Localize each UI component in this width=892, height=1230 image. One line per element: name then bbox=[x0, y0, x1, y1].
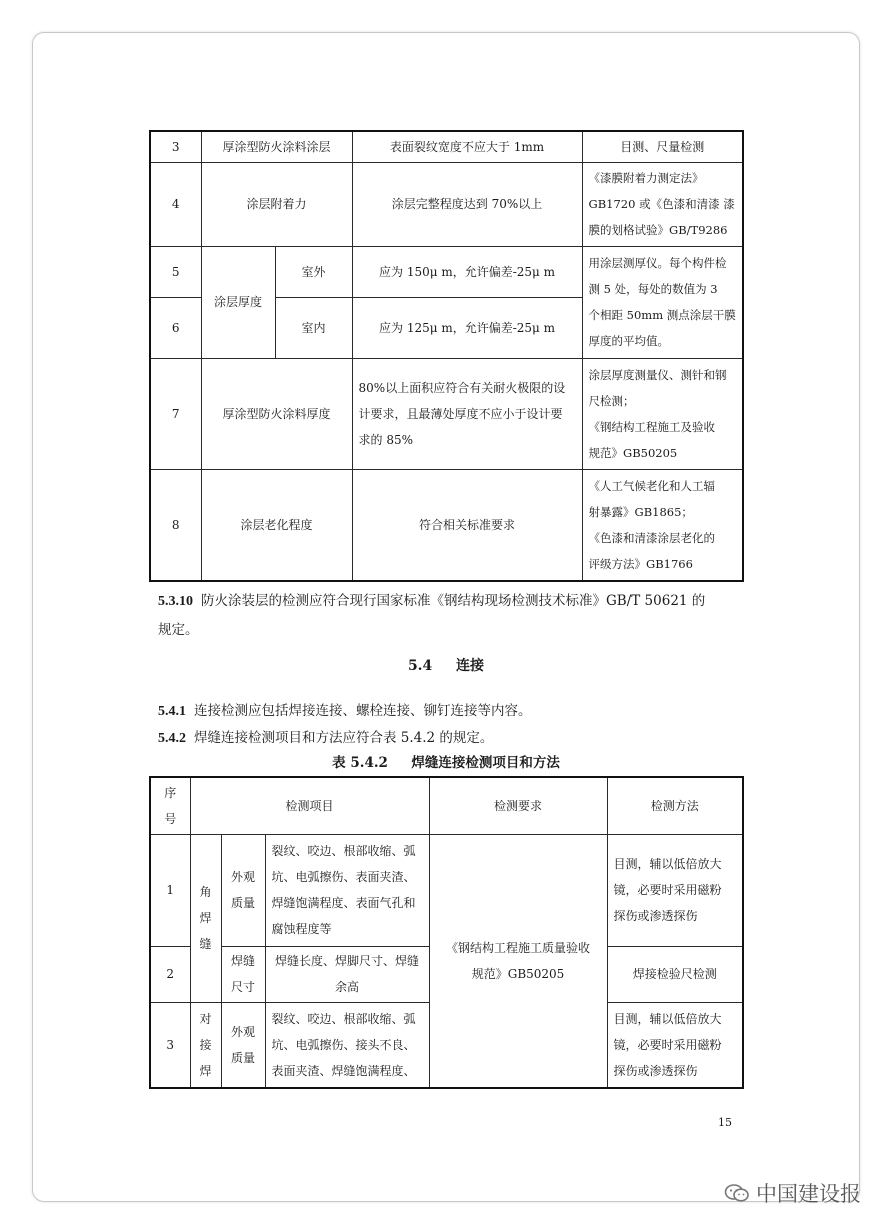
row-number: 8 bbox=[150, 469, 201, 581]
check-requirement: 涂层完整程度达到 70%以上 bbox=[352, 162, 582, 246]
weld-inspection-table bbox=[149, 776, 744, 1089]
fire-coating-table bbox=[149, 130, 744, 582]
check-method: 焊接检验尺检测 bbox=[607, 946, 743, 1002]
check-item: 涂层厚度 bbox=[201, 246, 275, 358]
check-detail: 焊缝长度、焊脚尺寸、焊缝 余高 bbox=[265, 946, 429, 1002]
clause-5-4-1 bbox=[158, 697, 758, 726]
clause-number: 5.4.2 bbox=[158, 731, 186, 746]
table-caption-number: 表 5.4.2 bbox=[332, 755, 388, 771]
header-number: 序 号 bbox=[150, 777, 190, 834]
row-number: 1 bbox=[150, 834, 190, 946]
section-heading bbox=[0, 655, 892, 675]
table-row bbox=[150, 469, 743, 581]
clause-text: 焊缝连接检测项目和方法应符合表 5.4.2 的规定。 bbox=[194, 730, 494, 746]
clause-text-cont: 规定。 bbox=[158, 622, 199, 638]
group-label-butt-weld: 对 接 焊 bbox=[190, 1002, 221, 1088]
header-method: 检测方法 bbox=[607, 777, 743, 834]
check-method: 目测，辅以低倍放大 镜，必要时采用磁粉 探伤或渗透探伤 bbox=[607, 1002, 743, 1088]
row-number: 7 bbox=[150, 358, 201, 469]
check-subitem: 室内 bbox=[275, 297, 352, 358]
check-subitem: 外观 质量 bbox=[221, 1002, 265, 1088]
table-caption bbox=[0, 751, 892, 771]
check-requirement: 80%以上面积应符合有关耐火极限的设 计要求，且最薄处厚度不应小于设计要 求的 85% bbox=[352, 358, 582, 469]
table-row bbox=[150, 358, 743, 469]
row-number: 5 bbox=[150, 246, 201, 297]
check-detail: 裂纹、咬边、根部收缩、弧 坑、电弧擦伤、表面夹渣、 焊缝饱满程度、表面气孔和 腐蚀程度等 bbox=[265, 834, 429, 946]
check-method: 用涂层测厚仪。每个构件检 测 5 处，每处的数值为 3 个相距 50mm 测点涂层干膜 厚度的平均值。 bbox=[582, 246, 743, 358]
check-requirement: 《钢结构工程施工质量验收 规范》GB50205 bbox=[429, 834, 607, 1088]
check-method: 目测，辅以低倍放大 镜，必要时采用磁粉 探伤或渗透探伤 bbox=[607, 834, 743, 946]
watermark-text: 中国建设报 bbox=[756, 1182, 861, 1206]
check-method: 目测、尺量检测 bbox=[582, 131, 743, 162]
clause-text: 防火涂装层的检测应符合现行国家标准《钢结构现场检测技术标准》GB/T 50621 的 bbox=[201, 593, 706, 609]
check-method: 《人工气候老化和人工辐 射暴露》GB1865； 《色漆和清漆涂层老化的 评级方法》GB1766 bbox=[582, 469, 743, 581]
check-item: 厚涂型防火涂料厚度 bbox=[201, 358, 352, 469]
clause-number: 5.3.10 bbox=[158, 594, 193, 609]
check-item: 涂层老化程度 bbox=[201, 469, 352, 581]
check-method: 《漆膜附着力测定法》 GB1720 或《色漆和清漆 漆 膜的划格试验》GB/T9286 bbox=[582, 162, 743, 246]
check-subitem: 焊缝 尺寸 bbox=[221, 946, 265, 1002]
check-detail: 裂纹、咬边、根部收缩、弧 坑、电弧擦伤、接头不良、 表面夹渣、焊缝饱满程度、 bbox=[265, 1002, 429, 1088]
table-row bbox=[150, 131, 743, 162]
wechat-icon bbox=[724, 1183, 750, 1203]
table-row bbox=[150, 834, 743, 946]
row-number: 3 bbox=[150, 1002, 190, 1088]
check-subitem: 外观 质量 bbox=[221, 834, 265, 946]
page-number: 15 bbox=[718, 1116, 732, 1129]
section-title: 连接 bbox=[456, 658, 485, 674]
watermark bbox=[724, 1178, 861, 1208]
table-row bbox=[150, 246, 743, 297]
clause-5-4-2 bbox=[158, 724, 758, 753]
check-requirement: 表面裂纹宽度不应大于 1mm bbox=[352, 131, 582, 162]
check-requirement: 应为 125μ m，允许偏差-25μ m bbox=[352, 297, 582, 358]
row-number: 2 bbox=[150, 946, 190, 1002]
check-item: 涂层附着力 bbox=[201, 162, 352, 246]
section-number: 5.4 bbox=[407, 658, 433, 674]
row-number: 3 bbox=[150, 131, 201, 162]
check-requirement: 应为 150μ m，允许偏差-25μ m bbox=[352, 246, 582, 297]
table-caption-title: 焊缝连接检测项目和方法 bbox=[411, 755, 560, 771]
check-subitem: 室外 bbox=[275, 246, 352, 297]
row-number: 6 bbox=[150, 297, 201, 358]
check-requirement: 符合相关标准要求 bbox=[352, 469, 582, 581]
check-item: 厚涂型防火涂料涂层 bbox=[201, 131, 352, 162]
group-label-fillet-weld: 角 焊 缝 bbox=[190, 834, 221, 1002]
table-header-row bbox=[150, 777, 743, 834]
check-method: 涂层厚度测量仪、测针和钢 尺检测； 《钢结构工程施工及验收 规范》GB50205 bbox=[582, 358, 743, 469]
table-row bbox=[150, 162, 743, 246]
row-number: 4 bbox=[150, 162, 201, 246]
clause-number: 5.4.1 bbox=[158, 704, 186, 719]
clause-text: 连接检测应包括焊接连接、螺栓连接、铆钉连接等内容。 bbox=[194, 703, 532, 719]
header-item: 检测项目 bbox=[190, 777, 429, 834]
header-requirement: 检测要求 bbox=[429, 777, 607, 834]
clause-5-3-10 bbox=[158, 587, 758, 644]
